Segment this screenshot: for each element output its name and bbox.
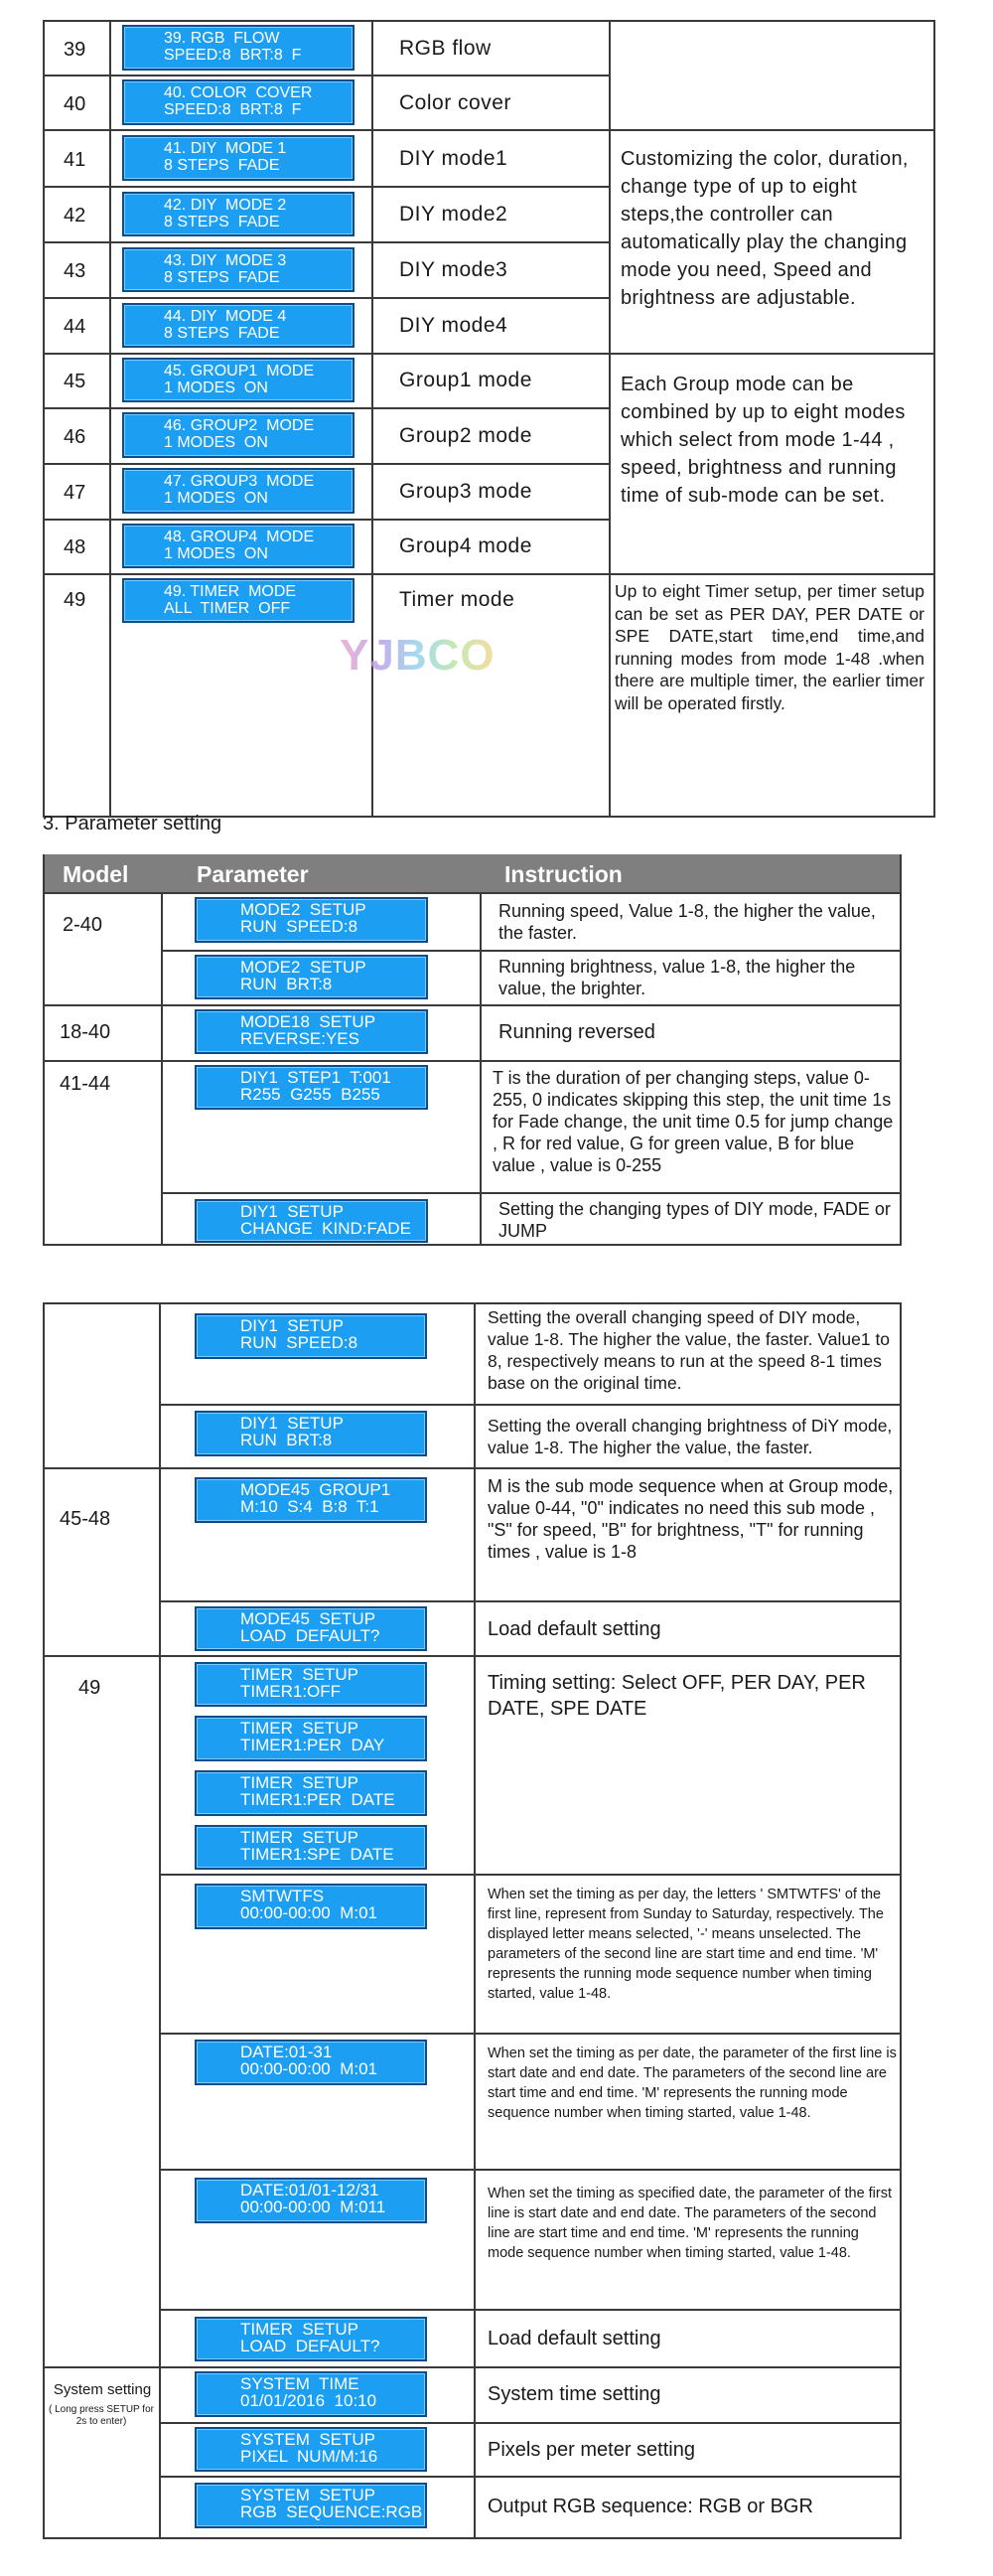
lcd-display: SMTWTFS 00:00-00:00 M:01	[195, 1884, 427, 1929]
mode-name: Timer mode	[399, 588, 515, 611]
instruction-text: Setting the overall changing brightness of DiY mode, value 1-8. The higher the value, the faster.	[488, 1416, 893, 1457]
lcd-display: DIY1 SETUP RUN BRT:8	[195, 1411, 427, 1456]
instruction-text: Timing setting: Select OFF, PER DAY, PER DATE, SPE DATE	[488, 1672, 866, 1720]
mode-name: RGB flow	[399, 37, 492, 60]
mode-number: 42	[64, 205, 86, 227]
instruction-text: When set the timing as per day, the letters ' SMTWTFS' of the first line, represent from Sunday to Saturday, respectively. The displayed letter means selected, '-' means unselected. The parameters of the second line are start time and end time. 'M' represents the running mode sequence number when timing started, value 1-48.	[488, 1887, 884, 2002]
lcd-display: DIY1 SETUP RUN SPEED:8	[195, 1313, 427, 1359]
instruction-text: When set the timing as specified date, the parameter of the first line is start date and end date. The parameters of the second line are start time and end time. 'M' represents the running mode sequence number when timing started, value 1-48.	[488, 2186, 893, 2261]
section-title: 3. Parameter setting	[43, 813, 222, 834]
lcd-display: MODE45 SETUP LOAD DEFAULT?	[195, 1606, 427, 1651]
header-model: Model	[63, 861, 129, 887]
table-header	[43, 854, 902, 892]
instruction-text: Running brightness, value 1-8, the higher the value, the brighter.	[498, 957, 856, 998]
lcd-display: MODE2 SETUP RUN BRT:8	[195, 955, 428, 999]
instruction-text: Load default setting	[488, 2328, 661, 2349]
mode-name: DIY mode1	[399, 147, 508, 170]
instruction-text: T is the duration of per changing steps, value 0-255, 0 indicates skipping this step, the unit time 1s for Fade change, the unit time 0.5 for jump change , R for red value, G for green value, B for blue value , value is 0-255	[493, 1068, 894, 1175]
lcd-display: TIMER SETUP LOAD DEFAULT?	[195, 2317, 427, 2361]
diy-mode-description: Customizing the color, duration, change type of up to eight steps,the controller can automatically play the changing mode you need, Speed and brightness are adjustable.	[621, 148, 909, 309]
lcd-display: MODE45 GROUP1 M:10 S:4 B:8 T:1	[195, 1477, 427, 1523]
lcd-display: SYSTEM TIME 01/01/2016 10:10	[195, 2371, 427, 2417]
mode-number: 44	[64, 316, 86, 338]
lcd-display: MODE2 SETUP RUN SPEED:8	[195, 897, 428, 943]
instruction-text: When set the timing as per date, the parameter of the first line is start date and end date. The parameters of the second line are start time and end time. 'M' represents the running mode sequence number when timing started, value 1-48.	[488, 2046, 897, 2121]
header-parameter: Parameter	[197, 861, 309, 887]
mode-name: DIY mode2	[399, 203, 508, 226]
lcd-display: 40. COLOR COVER SPEED:8 BRT:8 F	[122, 79, 355, 125]
lcd-display: 49. TIMER MODE ALL TIMER OFF	[122, 578, 355, 623]
lcd-display: SYSTEM SETUP RGB SEQUENCE:RGB	[195, 2483, 427, 2528]
instruction-text: Pixels per meter setting	[488, 2439, 695, 2461]
model-note: ( Long press SETUP for 2s to enter)	[49, 2404, 154, 2427]
instruction-text: Setting the changing types of DIY mode, FADE or JUMP	[498, 1199, 891, 1241]
group-mode-description: Each Group mode can be combined by up to eight modes which select from mode 1-44 , speed, brightness and running time of sub-mode can be set.	[621, 374, 906, 507]
lcd-display: SYSTEM SETUP PIXEL NUM/M:16	[195, 2427, 427, 2472]
instruction-text: Setting the overall changing speed of DIY mode, value 1-8. The higher the value, the faster. Value1 to 8, respectively means to run at the speed 8-1 times base on the original time.	[488, 1307, 891, 1393]
lcd-display: 46. GROUP2 MODE 1 MODES ON	[122, 412, 355, 458]
lcd-display: MODE18 SETUP REVERSE:YES	[195, 1009, 428, 1054]
model-label: 45-48	[60, 1508, 111, 1530]
lcd-display: TIMER SETUP TIMER1:OFF	[195, 1662, 427, 1707]
lcd-display: 44. DIY MODE 4 8 STEPS FADE	[122, 303, 355, 348]
mode-name: Group1 mode	[399, 369, 532, 391]
lcd-display: 39. RGB FLOW SPEED:8 BRT:8 F	[122, 25, 355, 71]
lcd-display: DATE:01-31 00:00-00:00 M:01	[195, 2040, 427, 2085]
mode-name: Group3 mode	[399, 480, 532, 503]
mode-name: Color cover	[399, 91, 511, 114]
mode-number: 40	[64, 93, 86, 115]
instruction-text: Running reversed	[498, 1021, 655, 1043]
lcd-display: TIMER SETUP TIMER1:SPE DATE	[195, 1825, 427, 1870]
watermark-logo: YJBCO	[340, 631, 496, 680]
mode-number: 46	[64, 426, 86, 448]
mode-number: 49	[64, 589, 86, 611]
lcd-display: DATE:01/01-12/31 00:00-00:00 M:011	[195, 2178, 427, 2223]
lcd-display: DIY1 STEP1 T:001 R255 G255 B255	[195, 1065, 428, 1110]
lcd-display: TIMER SETUP TIMER1:PER DATE	[195, 1770, 427, 1816]
model-label: 2-40	[63, 914, 103, 936]
mode-number: 48	[64, 536, 86, 558]
timer-mode-description: Up to eight Timer setup, per timer setup can be set as PER DAY, PER DATE or SPE DATE,start time,end time,and running modes from mode 1-48 .when there are multiple timer, the earlier timer will be operated firstly.	[615, 581, 924, 713]
lcd-display: 45. GROUP1 MODE 1 MODES ON	[122, 358, 355, 402]
mode-name: DIY mode4	[399, 314, 508, 337]
mode-number: 43	[64, 260, 86, 282]
mode-number: 39	[64, 39, 86, 61]
header-instruction: Instruction	[504, 861, 623, 887]
model-label: 18-40	[60, 1021, 111, 1043]
model-label: 41-44	[60, 1073, 111, 1095]
lcd-display: 47. GROUP3 MODE 1 MODES ON	[122, 468, 355, 514]
mode-name: Group2 mode	[399, 424, 532, 447]
lcd-display: DIY1 SETUP CHANGE KIND:FADE	[195, 1199, 428, 1243]
instruction-text: Load default setting	[488, 1618, 661, 1640]
model-label: 49	[78, 1677, 101, 1699]
mode-name: Group4 mode	[399, 534, 532, 557]
mode-number: 45	[64, 371, 86, 392]
instruction-text: M is the sub mode sequence when at Group mode, value 0-44, "0" indicates no need this sub mode , "S" for speed, "B" for brightness, "T" for running times , value is 1-8	[488, 1476, 894, 1562]
instruction-text: Running speed, Value 1-8, the higher the value, the faster.	[498, 901, 876, 943]
lcd-display: TIMER SETUP TIMER1:PER DAY	[195, 1716, 427, 1761]
mode-number: 47	[64, 482, 86, 504]
lcd-display: 43. DIY MODE 3 8 STEPS FADE	[122, 247, 355, 292]
lcd-display: 42. DIY MODE 2 8 STEPS FADE	[122, 192, 355, 236]
model-label: System setting	[53, 2381, 152, 2398]
instruction-text: Output RGB sequence: RGB or BGR	[488, 2496, 813, 2517]
mode-name: DIY mode3	[399, 258, 508, 281]
instruction-text: System time setting	[488, 2383, 661, 2405]
lcd-display: 41. DIY MODE 1 8 STEPS FADE	[122, 135, 355, 181]
mode-number: 41	[64, 149, 86, 171]
lcd-display: 48. GROUP4 MODE 1 MODES ON	[122, 524, 355, 568]
